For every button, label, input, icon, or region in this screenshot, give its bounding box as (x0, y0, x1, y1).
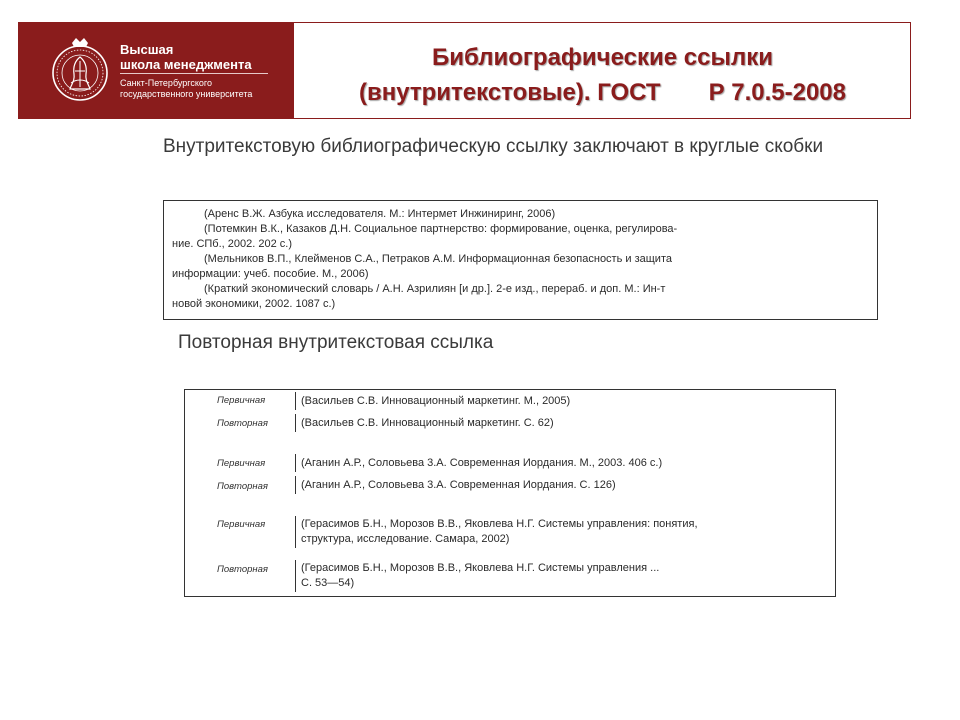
examples-box (163, 200, 878, 320)
logo-name-line1: Высшая (120, 42, 174, 57)
title-line2-part2: Р 7.0.5-2008 (708, 79, 846, 106)
table-row: (Герасимов Б.Н., Морозов В.В., Яковлева Н.Г. Системы управления ... (301, 562, 660, 574)
row-label-primary: Первичная (217, 458, 266, 469)
row-divider (295, 516, 296, 548)
logo-name-line2: школа менеджмента (120, 57, 252, 72)
slide-title (300, 40, 905, 110)
example-line-7: новой экономики, 2002. 1087 с.) (172, 298, 336, 310)
table-row: (Герасимов Б.Н., Морозов В.В., Яковлева Н.Г. Системы управления: понятия, (301, 518, 698, 530)
example-line-6: (Краткий экономический словарь / А.Н. Азрилиян [и др.]. 2-е изд., перераб. и доп. М.: Ин-т (204, 283, 666, 295)
example-line-1: (Аренс В.Ж. Азбука исследователя. М.: Интермет Инжиниринг, 2006) (204, 208, 556, 220)
row-divider (295, 414, 296, 432)
table-row-cont: С. 53—54) (301, 577, 355, 589)
example-line-2: (Потемкин В.К., Казаков Д.Н. Социальное партнерство: формирование, оценка, регулирова- (204, 223, 678, 235)
row-label-repeat: Повторная (217, 418, 268, 429)
title-line2 (300, 75, 905, 110)
table-row: (Васильев С.В. Инновационный маркетинг. М., 2005) (301, 395, 571, 407)
table-row-cont: структура, исследование. Самара, 2002) (301, 533, 510, 545)
row-label-primary: Первичная (217, 519, 266, 530)
logo-sub-line2: государственного университета (120, 89, 253, 99)
logo-subtitle (120, 78, 252, 100)
row-label-repeat: Повторная (217, 564, 268, 575)
logo-sub-line1: Санкт-Петербургского (120, 78, 213, 88)
university-emblem-icon (50, 37, 110, 103)
table-row: (Васильев С.В. Инновационный маркетинг. С. 62) (301, 417, 554, 429)
title-line1: Библиографические ссылки (432, 44, 773, 71)
row-label-primary: Первичная (217, 395, 266, 406)
repeat-table (184, 389, 836, 597)
row-divider (295, 560, 296, 592)
row-label-repeat: Повторная (217, 481, 268, 492)
title-line2-part1: (внутритекстовые). ГОСТ (358, 79, 661, 106)
logo-name (120, 42, 252, 72)
example-line-5: информации: учеб. пособие. М., 2006) (172, 268, 369, 280)
example-line-3: ние. СПб., 2002. 202 с.) (172, 238, 292, 250)
table-row: (Аганин А.Р., Соловьева 3.А. Современная Иордания. М., 2003. 406 с.) (301, 457, 663, 469)
repeat-heading: Повторная внутритекстовая ссылка (178, 332, 494, 353)
row-divider (295, 392, 296, 410)
row-divider (295, 454, 296, 472)
table-row: (Аганин А.Р., Соловьева 3.А. Современная Иордания. С. 126) (301, 479, 616, 491)
logo-divider (120, 73, 268, 74)
logo-panel (18, 22, 294, 119)
example-line-4: (Мельников В.П., Клейменов С.А., Петраков А.М. Информационная безопасность и защита (204, 253, 672, 265)
row-divider (295, 476, 296, 494)
intro-text: Внутритекстовую библиографическую ссылку заключают в круглые скобки (163, 136, 824, 157)
